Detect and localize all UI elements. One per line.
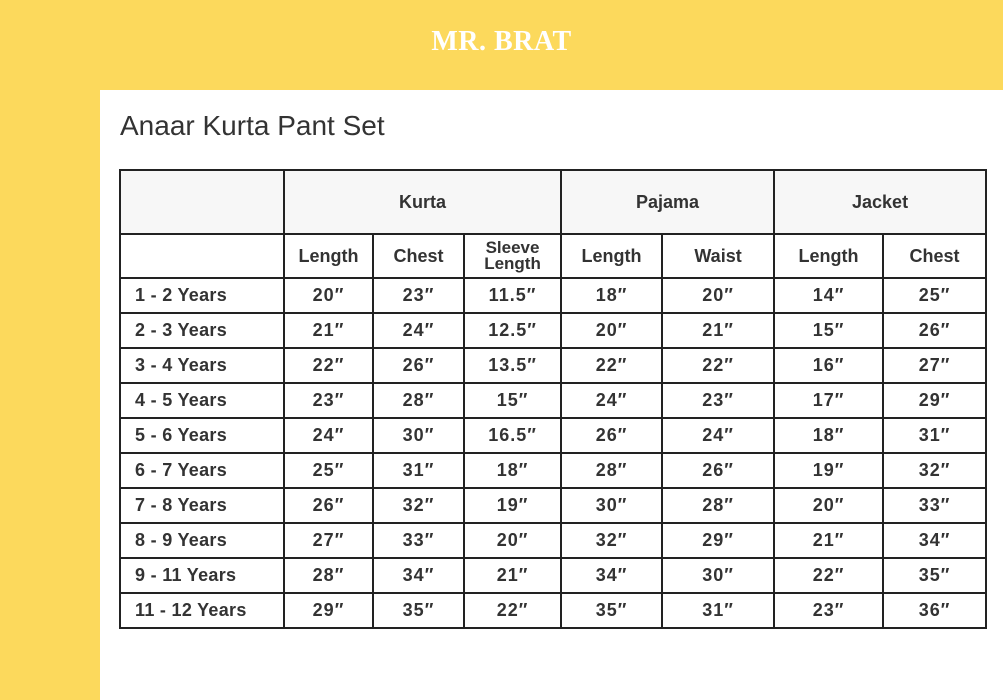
jacket-length-cell: 18″ — [774, 418, 883, 453]
page-title: Anaar Kurta Pant Set — [120, 110, 385, 141]
age-cell: 7 - 8 Years — [120, 488, 284, 523]
pajama-length-cell: 34″ — [561, 558, 662, 593]
kurta-chest-cell: 34″ — [373, 558, 464, 593]
kurta-sleeve-cell: 13.5″ — [464, 348, 561, 383]
table-row — [120, 278, 986, 313]
size-chart-table — [119, 169, 987, 629]
kurta-length-cell: 26″ — [284, 488, 373, 523]
table-row — [120, 383, 986, 418]
jacket-chest-cell: 32″ — [883, 453, 986, 488]
pajama-waist-cell: 21″ — [662, 313, 774, 348]
pajama-length-cell: 26″ — [561, 418, 662, 453]
table-row — [120, 523, 986, 558]
jacket-chest-cell: 29″ — [883, 383, 986, 418]
kurta-length-cell: 24″ — [284, 418, 373, 453]
group-header-kurta: Kurta — [284, 170, 561, 234]
header-pajama-length: Length — [561, 234, 662, 278]
age-header-cell — [120, 234, 284, 278]
table-row — [120, 558, 986, 593]
pajama-waist-cell: 22″ — [662, 348, 774, 383]
kurta-chest-cell: 35″ — [373, 593, 464, 628]
pajama-waist-cell: 29″ — [662, 523, 774, 558]
table-row — [120, 593, 986, 628]
kurta-sleeve-cell: 11.5″ — [464, 278, 561, 313]
kurta-length-cell: 22″ — [284, 348, 373, 383]
header-kurta-chest: Chest — [373, 234, 464, 278]
pajama-length-cell: 24″ — [561, 383, 662, 418]
age-cell: 5 - 6 Years — [120, 418, 284, 453]
pajama-length-cell: 35″ — [561, 593, 662, 628]
jacket-length-cell: 14″ — [774, 278, 883, 313]
age-cell: 9 - 11 Years — [120, 558, 284, 593]
pajama-waist-cell: 23″ — [662, 383, 774, 418]
header-pajama-waist: Waist — [662, 234, 774, 278]
pajama-length-cell: 30″ — [561, 488, 662, 523]
kurta-chest-cell: 30″ — [373, 418, 464, 453]
jacket-length-cell: 15″ — [774, 313, 883, 348]
jacket-chest-cell: 33″ — [883, 488, 986, 523]
jacket-chest-cell: 27″ — [883, 348, 986, 383]
jacket-chest-cell: 25″ — [883, 278, 986, 313]
pajama-length-cell: 28″ — [561, 453, 662, 488]
kurta-length-cell: 23″ — [284, 383, 373, 418]
age-cell: 1 - 2 Years — [120, 278, 284, 313]
header-jacket-length: Length — [774, 234, 883, 278]
kurta-length-cell: 20″ — [284, 278, 373, 313]
group-header-jacket: Jacket — [774, 170, 986, 234]
size-chart-panel — [100, 90, 1003, 700]
pajama-length-cell: 18″ — [561, 278, 662, 313]
jacket-chest-cell: 36″ — [883, 593, 986, 628]
pajama-waist-cell: 28″ — [662, 488, 774, 523]
kurta-sleeve-cell: 22″ — [464, 593, 561, 628]
pajama-waist-cell: 26″ — [662, 453, 774, 488]
kurta-length-cell: 21″ — [284, 313, 373, 348]
kurta-chest-cell: 32″ — [373, 488, 464, 523]
header-kurta-sleeve-line2: Length — [484, 254, 541, 273]
jacket-length-cell: 19″ — [774, 453, 883, 488]
age-cell: 11 - 12 Years — [120, 593, 284, 628]
jacket-chest-cell: 34″ — [883, 523, 986, 558]
pajama-length-cell: 20″ — [561, 313, 662, 348]
jacket-chest-cell: 35″ — [883, 558, 986, 593]
kurta-chest-cell: 24″ — [373, 313, 464, 348]
jacket-length-cell: 22″ — [774, 558, 883, 593]
age-cell: 8 - 9 Years — [120, 523, 284, 558]
kurta-length-cell: 28″ — [284, 558, 373, 593]
jacket-length-cell: 17″ — [774, 383, 883, 418]
kurta-length-cell: 29″ — [284, 593, 373, 628]
table-row — [120, 418, 986, 453]
kurta-chest-cell: 28″ — [373, 383, 464, 418]
kurta-length-cell: 25″ — [284, 453, 373, 488]
pajama-length-cell: 22″ — [561, 348, 662, 383]
kurta-chest-cell: 31″ — [373, 453, 464, 488]
kurta-sleeve-cell: 12.5″ — [464, 313, 561, 348]
pajama-waist-cell: 31″ — [662, 593, 774, 628]
column-header-row — [120, 234, 986, 278]
kurta-sleeve-cell: 20″ — [464, 523, 561, 558]
kurta-sleeve-cell: 18″ — [464, 453, 561, 488]
pajama-length-cell: 32″ — [561, 523, 662, 558]
age-cell: 2 - 3 Years — [120, 313, 284, 348]
jacket-length-cell: 23″ — [774, 593, 883, 628]
pajama-waist-cell: 30″ — [662, 558, 774, 593]
jacket-chest-cell: 31″ — [883, 418, 986, 453]
jacket-length-cell: 16″ — [774, 348, 883, 383]
size-rows — [120, 278, 986, 628]
kurta-sleeve-cell: 21″ — [464, 558, 561, 593]
header-kurta-sleeve-length — [464, 234, 561, 278]
kurta-sleeve-cell: 16.5″ — [464, 418, 561, 453]
kurta-chest-cell: 33″ — [373, 523, 464, 558]
group-header-row — [120, 170, 986, 234]
kurta-chest-cell: 23″ — [373, 278, 464, 313]
age-cell: 3 - 4 Years — [120, 348, 284, 383]
kurta-length-cell: 27″ — [284, 523, 373, 558]
header-jacket-chest: Chest — [883, 234, 986, 278]
jacket-length-cell: 21″ — [774, 523, 883, 558]
kurta-chest-cell: 26″ — [373, 348, 464, 383]
table-row — [120, 453, 986, 488]
header-kurta-length: Length — [284, 234, 373, 278]
jacket-length-cell: 20″ — [774, 488, 883, 523]
header-kurta-sleeve-line1: Sleeve — [485, 238, 540, 257]
group-header-pajama: Pajama — [561, 170, 774, 234]
kurta-sleeve-cell: 15″ — [464, 383, 561, 418]
pajama-waist-cell: 20″ — [662, 278, 774, 313]
table-row — [120, 488, 986, 523]
kurta-sleeve-cell: 19″ — [464, 488, 561, 523]
age-cell: 4 - 5 Years — [120, 383, 284, 418]
age-cell: 6 - 7 Years — [120, 453, 284, 488]
table-row — [120, 313, 986, 348]
jacket-chest-cell: 26″ — [883, 313, 986, 348]
table-row — [120, 348, 986, 383]
corner-cell — [120, 170, 284, 234]
brand-logo: MR. BRAT — [431, 26, 572, 57]
pajama-waist-cell: 24″ — [662, 418, 774, 453]
